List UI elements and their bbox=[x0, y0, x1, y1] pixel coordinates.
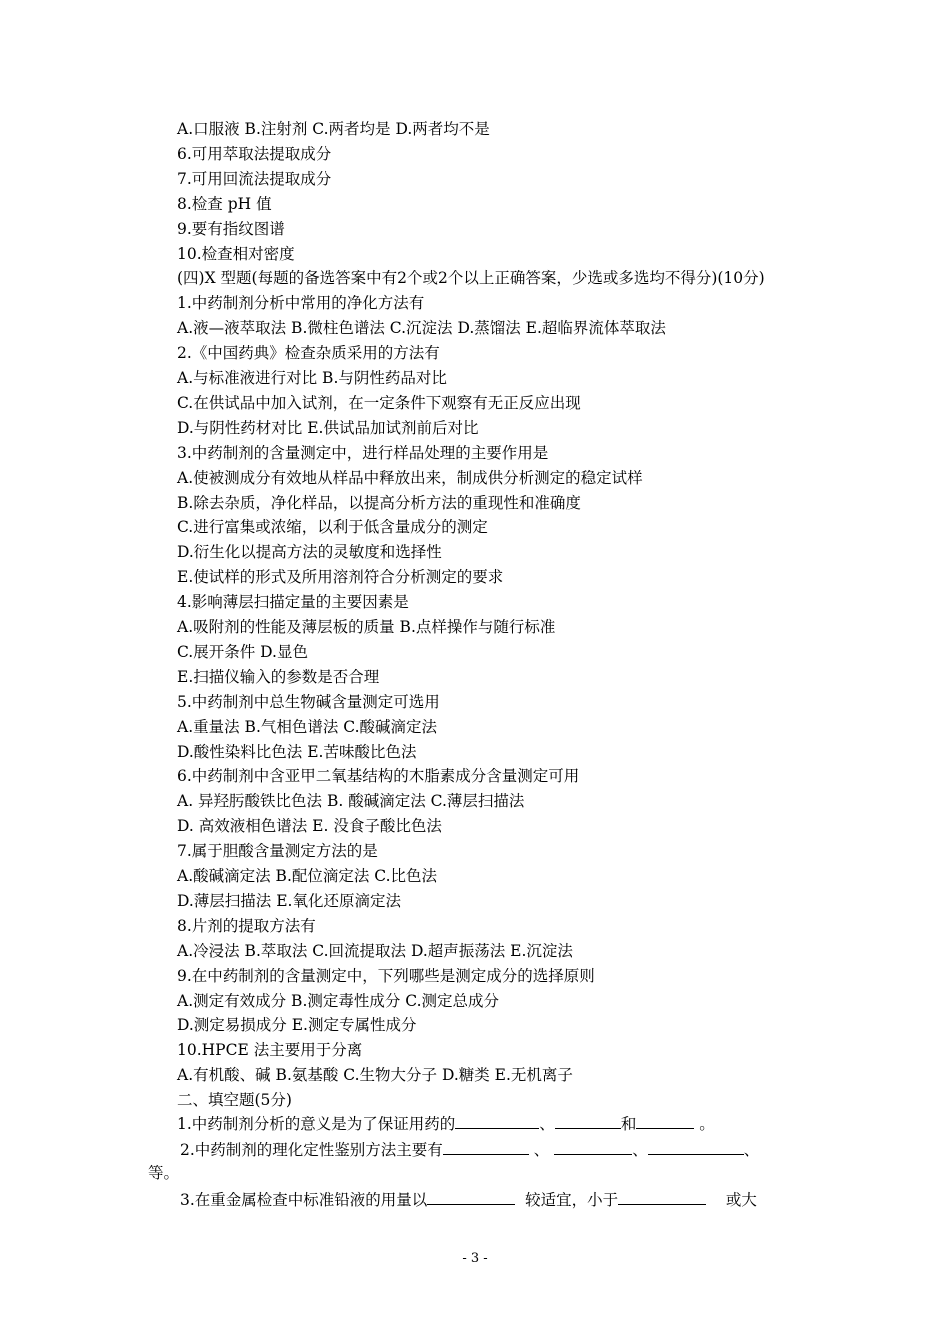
text-line: 6.中药制剂中含亚甲二氧基结构的木脂素成分含量测定可用 bbox=[177, 767, 580, 785]
fill-q3-end: 或大 bbox=[725, 1191, 757, 1209]
text-line: E.使试样的形式及所用溶剂符合分析测定的要求 bbox=[177, 568, 504, 586]
text-line: 7.可用回流法提取成分 bbox=[177, 170, 332, 188]
text-line: A.吸附剂的性能及薄层板的质量 B.点样操作与随行标准 bbox=[177, 618, 556, 636]
text-line: 9.在中药制剂的含量测定中，下列哪些是测定成分的选择原则 bbox=[177, 967, 595, 985]
separator: 、 bbox=[743, 1141, 760, 1159]
text-line: D.衍生化以提高方法的灵敏度和选择性 bbox=[177, 543, 442, 561]
text-line: C.进行富集或浓缩，以利于低含量成分的测定 bbox=[177, 518, 488, 536]
fill-q3-mid: 较适宜，小于 bbox=[525, 1191, 619, 1209]
text-line: 3.中药制剂的含量测定中，进行样品处理的主要作用是 bbox=[177, 444, 549, 462]
answer-blank[interactable] bbox=[427, 1190, 515, 1205]
text-line: 8.片剂的提取方法有 bbox=[177, 917, 316, 935]
text-line: 1.中药制剂分析中常用的净化方法有 bbox=[177, 294, 425, 312]
fill-q1-text: 1.中药制剂分析的意义是为了保证用药的 bbox=[177, 1115, 456, 1133]
text-line: A.液—液萃取法 B.微柱色谱法 C.沉淀法 D.蒸馏法 E.超临界流体萃取法 bbox=[177, 319, 666, 337]
page-number: - 3 - bbox=[462, 1251, 488, 1266]
text-line: A.测定有效成分 B.测定毒性成分 C.测定总成分 bbox=[177, 992, 500, 1010]
text-line: C.在供试品中加入试剂，在一定条件下观察有无正反应出现 bbox=[177, 394, 581, 412]
answer-blank[interactable] bbox=[455, 1114, 539, 1129]
text-line: 二、填空题(5分) bbox=[177, 1091, 292, 1109]
text-line: A.使被测成分有效地从样品中释放出来，制成供分析测定的稳定试样 bbox=[177, 469, 643, 487]
text-line: A.与标准液进行对比 B.与阴性药品对比 bbox=[177, 369, 447, 387]
text-line: 9.要有指纹图谱 bbox=[177, 220, 285, 238]
fill-question-1 bbox=[177, 1114, 715, 1134]
separator: 。 bbox=[699, 1115, 715, 1133]
text-line: 10.检查相对密度 bbox=[177, 245, 295, 263]
separator: 、 bbox=[539, 1115, 555, 1133]
text-line: B.除去杂质，净化样品，以提高分析方法的重现性和准确度 bbox=[177, 494, 581, 512]
text-line: 5.中药制剂中总生物碱含量测定可选用 bbox=[177, 693, 440, 711]
text-line: 8.检查 pH 值 bbox=[177, 195, 272, 213]
answer-blank[interactable] bbox=[618, 1190, 706, 1205]
text-line: A.口服液 B.注射剂 C.两者均是 D.两者均不是 bbox=[177, 120, 490, 138]
fill-q2-cont: 等。 bbox=[148, 1164, 180, 1182]
answer-blank[interactable] bbox=[636, 1114, 694, 1129]
text-line: 4.影响薄层扫描定量的主要因素是 bbox=[177, 593, 409, 611]
text-line: (四)X 型题(每题的备选答案中有2个或2个以上正确答案，少选或多选均不得分)(10分) bbox=[177, 269, 765, 287]
text-line: 6.可用萃取法提取成分 bbox=[177, 145, 332, 163]
text-line: D.酸性染料比色法 E.苦味酸比色法 bbox=[177, 743, 417, 761]
text-line: D.薄层扫描法 E.氧化还原滴定法 bbox=[177, 892, 401, 910]
text-line: E.扫描仪输入的参数是否合理 bbox=[177, 668, 380, 686]
answer-blank[interactable] bbox=[443, 1140, 529, 1155]
answer-blank[interactable] bbox=[555, 1114, 621, 1129]
separator: 和 bbox=[620, 1115, 637, 1133]
fill-question-2 bbox=[180, 1140, 759, 1160]
text-line: C.展开条件 D.显色 bbox=[177, 643, 308, 661]
text-line: A.有机酸、碱 B.氨基酸 C.生物大分子 D.糖类 E.无机离子 bbox=[177, 1066, 573, 1084]
fill-question-3 bbox=[180, 1190, 757, 1210]
answer-blank[interactable] bbox=[554, 1140, 632, 1155]
text-line: D.测定易损成分 E.测定专属性成分 bbox=[177, 1016, 417, 1034]
text-line: A.冷浸法 B.萃取法 C.回流提取法 D.超声振荡法 E.沉淀法 bbox=[177, 942, 573, 960]
text-line: 7.属于胆酸含量测定方法的是 bbox=[177, 842, 378, 860]
fill-q2-text: 2.中药制剂的理化定性鉴别方法主要有 bbox=[180, 1141, 443, 1159]
text-line: 10.HPCE 法主要用于分离 bbox=[177, 1041, 363, 1059]
text-line: D. 高效液相色谱法 E. 没食子酸比色法 bbox=[177, 817, 442, 835]
text-line: A.酸碱滴定法 B.配位滴定法 C.比色法 bbox=[177, 867, 438, 885]
fill-q3-text: 3.在重金属检查中标准铅液的用量以 bbox=[180, 1191, 428, 1209]
answer-blank[interactable] bbox=[648, 1140, 744, 1155]
text-line: A. 异羟肟酸铁比色法 B. 酸碱滴定法 C.薄层扫描法 bbox=[177, 792, 525, 810]
separator: 、 bbox=[533, 1141, 550, 1159]
fill-question-2-continued bbox=[148, 1163, 179, 1183]
separator: 、 bbox=[632, 1141, 648, 1159]
text-line: 2.《中国药典》检查杂质采用的方法有 bbox=[177, 344, 440, 362]
text-line: A.重量法 B.气相色谱法 C.酸碱滴定法 bbox=[177, 718, 438, 736]
text-line: D.与阴性药材对比 E.供试品加试剂前后对比 bbox=[177, 419, 479, 437]
